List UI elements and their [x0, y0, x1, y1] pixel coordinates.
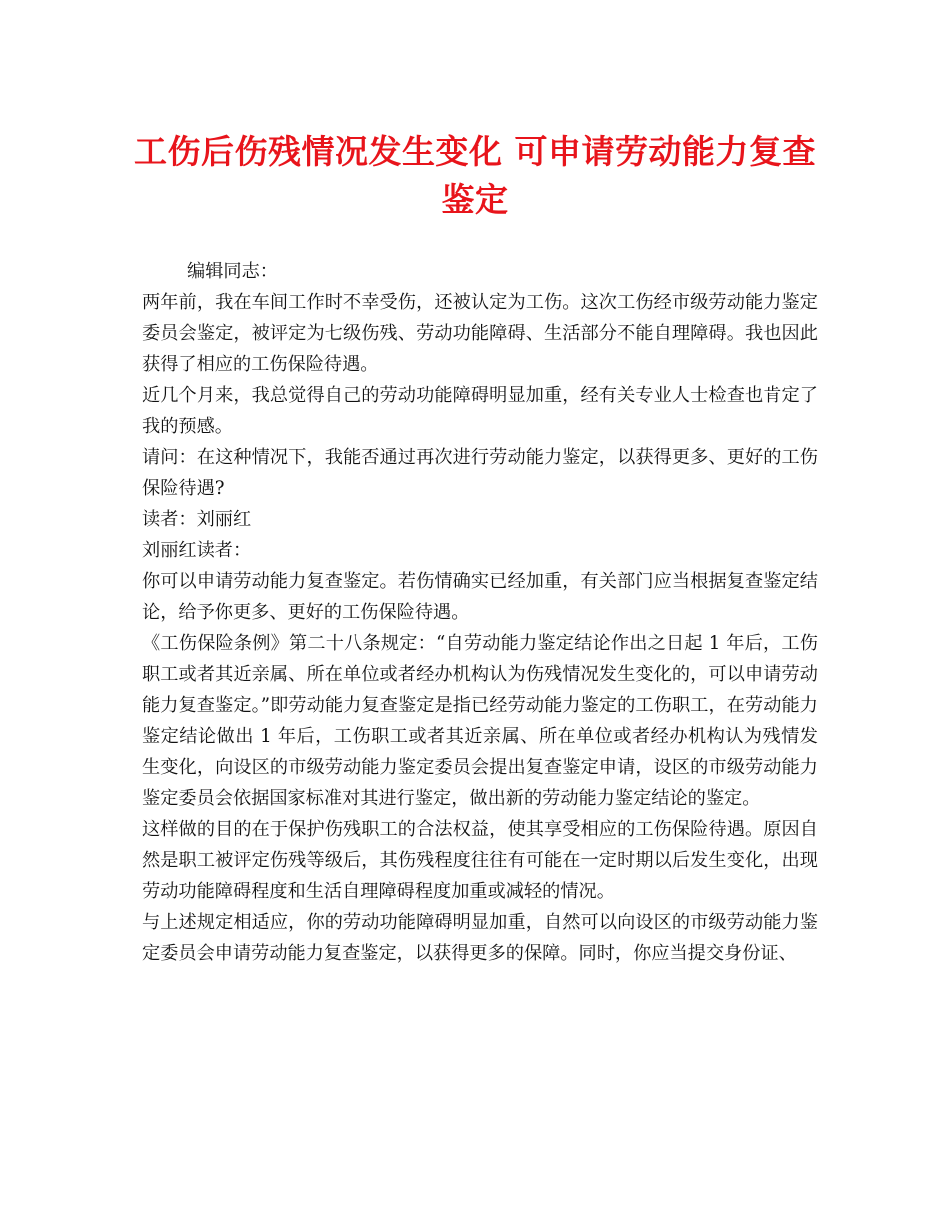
document-title: 工伤后伤残情况发生变化 可申请劳动能力复查鉴定 [134, 132, 816, 219]
paragraph: 《工伤保险条例》第二十八条规定：“自劳动能力鉴定结论作出之日起 1 年后，工伤职工或者其近亲属、所在单位或者经办机构认为伤残情况发生变化的，可以申请劳动能力复查鉴定。”即劳动能力复查鉴定是指已经劳动能力鉴定的工伤职工，在劳动能力鉴定结论做出 1 年后，工伤职工或者其近亲属、所在单位或者经办机构认为残情发生变化，向设区的市级劳动能力鉴定委员会提出复查鉴定申请，设区的市级劳动能力鉴定委员会依据国家标准对其进行鉴定，做出新的劳动能力鉴定结论的鉴定。 [142, 633, 818, 809]
paragraph: 请问：在这种情况下，我能否通过再次进行劳动能力鉴定，以获得更多、更好的工伤保险待遇? [142, 447, 818, 499]
paragraph: 你可以申请劳动能力复查鉴定。若伤情确实已经加重，有关部门应当根据复查鉴定结论，给予你更多、更好的工伤保险待遇。 [142, 571, 818, 623]
paragraph: 这样做的目的在于保护伤残职工的合法权益，使其享受相应的工伤保险待遇。原因自然是职工被评定伤残等级后，其伤残程度往往有可能在一定时期以后发生变化，出现劳动功能障碍程度和生活自理障碍程度加重或减轻的情况。 [142, 819, 818, 902]
paragraph: 与上述规定相适应，你的劳动功能障碍明显加重，自然可以向设区的市级劳动能力鉴定委员会申请劳动能力复查鉴定，以获得更多的保障。同时，你应当提交身份证、 [142, 912, 818, 964]
paragraph: 两年前，我在车间工作时不幸受伤，还被认定为工伤。这次工伤经市级劳动能力鉴定委员会鉴定，被评定为七级伤残、劳动功能障碍、生活部分不能自理障碍。我也因此获得了相应的工伤保险待遇。 [142, 292, 818, 375]
salutation: 编辑同志： [187, 261, 278, 282]
paragraph: 读者：刘丽红 [142, 509, 252, 530]
paragraph: 近几个月来，我总觉得自己的劳动功能障碍明显加重，经有关专业人士检查也肯定了我的预感。 [142, 385, 818, 437]
document-body [142, 256, 818, 969]
paragraph: 刘丽红读者： [142, 540, 252, 561]
